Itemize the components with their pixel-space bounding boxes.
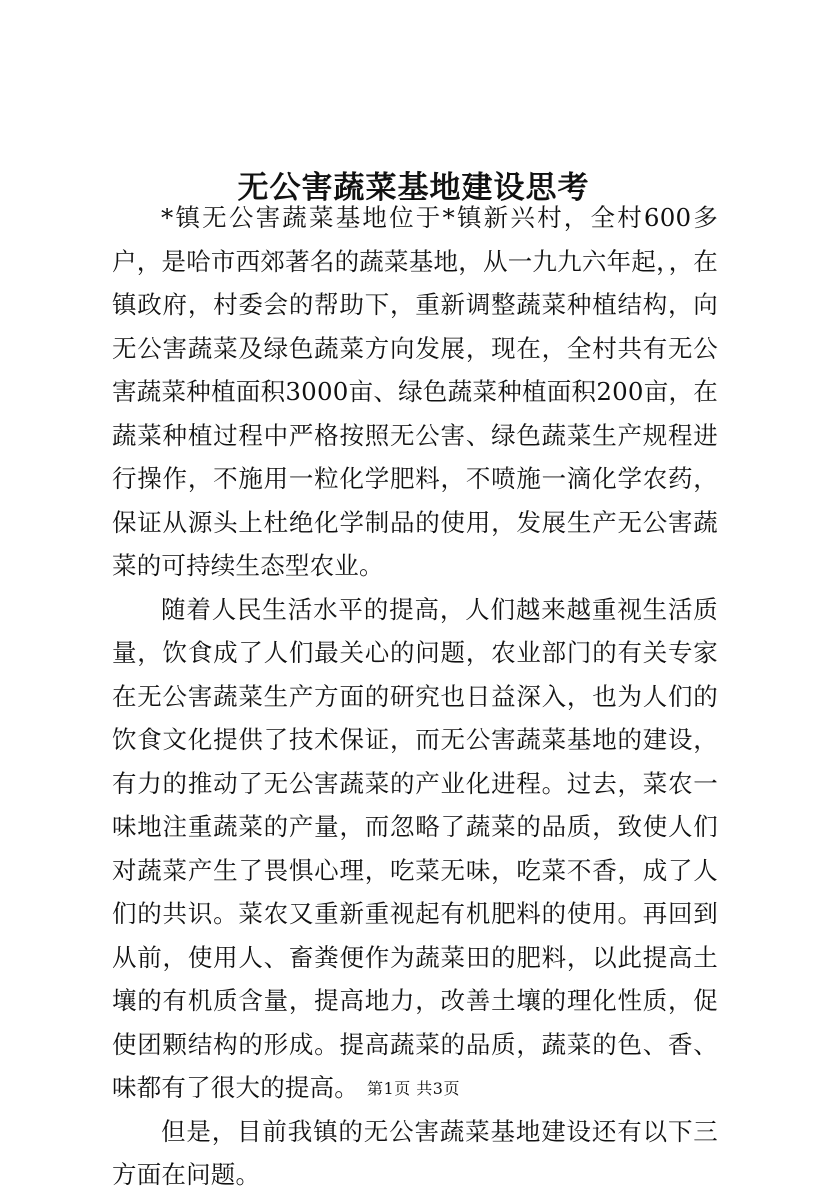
paragraph-2: 随着人民生活水平的提高，人们越来越重视生活质量，饮食成了人们最关心的问题，农业部门的有关专家在无公害蔬菜生产方面的研究也日益深入，也为人们的饮食文化提供了技术保证，而无公害蔬菜基地的建设，有力的推动了无公害蔬菜的产业化进程。过去，菜农一味地注重蔬菜的产量，而忽略了蔬菜的品质，致使人们对蔬菜产生了畏惧心理，吃菜无味，吃菜不香，成了人们的共识。菜农又重新重视起有机肥料的使用。再回到从前，使用人、畜粪便作为蔬菜田的肥料，以此提高土壤的有机质含量，提高地力，改善土壤的理化性质，促使团颗结构的形成。提高蔬菜的品质，蔬菜的色、香、味都有了很大的提高。 xyxy=(112,594,718,1102)
page-indicator: 第1页 共3页 xyxy=(367,1079,460,1098)
paragraph-3: 但是，目前我镇的无公害蔬菜基地建设还有以下三方面在问题。 xyxy=(112,1116,718,1189)
paragraph-1: *镇无公害蔬菜基地位于*镇新兴村，全村600多户，是哈市西郊著名的蔬菜基地，从一九九六年起，，在镇政府，村委会的帮助下，重新调整蔬菜种植结构，向无公害蔬菜及绿色蔬菜方向发展，现在，全村共有无公害蔬菜种植面积3000亩、绿色蔬菜种植面积200亩，在蔬菜种植过程中严格按照无公害、绿色蔬菜生产规程进行操作，不施用一粒化学肥料，不喷施一滴化学农药，保证从源头上杜绝化学制品的使用，发展生产无公害蔬菜的可持续生态型农业。 xyxy=(112,203,718,580)
document-body xyxy=(112,196,718,1197)
document-title: 无公害蔬菜基地建设思考 xyxy=(237,169,590,206)
page-footer xyxy=(0,1077,827,1101)
